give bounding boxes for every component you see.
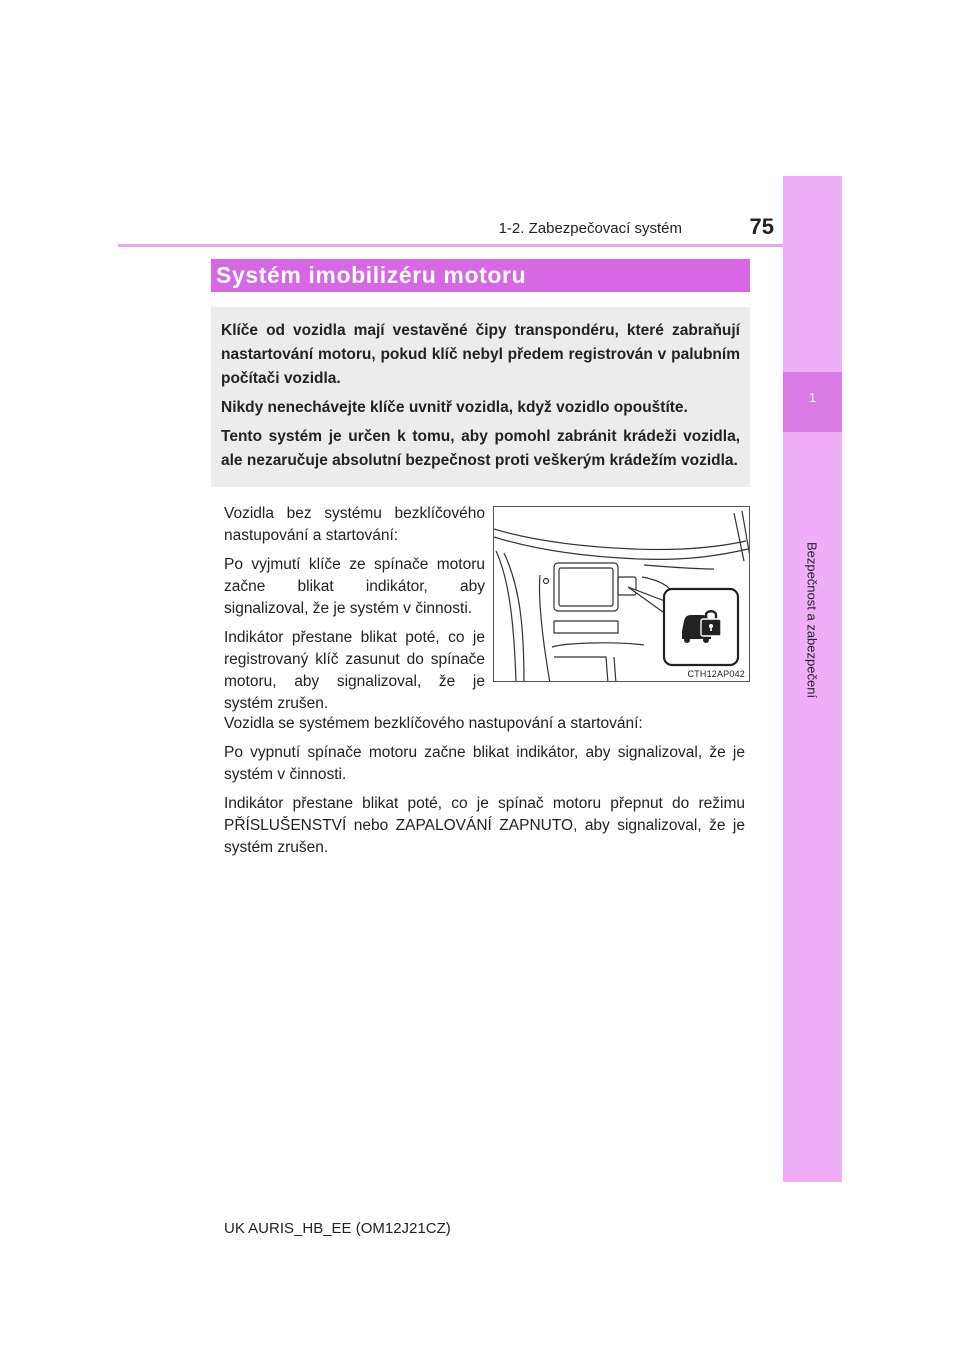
dashboard-drawing bbox=[494, 507, 750, 682]
summary-paragraph: Klíče od vozidla mají vestavěné čipy transpondéru, které zabraňují nastartování motoru, pokud klíč nebyl předem registrován v palubním počítači vozidla. bbox=[221, 322, 740, 387]
body-text-full bbox=[224, 713, 745, 866]
body-paragraph: Indikátor přestane blikat poté, co je spínač motoru přepnut do režimu PŘÍSLUŠENSTVÍ nebo ZAPALOVÁNÍ ZAPNUTO, aby signalizoval, že je systém zrušen. bbox=[224, 795, 745, 856]
body-paragraph: Vozidla bez systému bezklíčového nastupování a startování: bbox=[224, 505, 485, 544]
summary-paragraph: Tento systém je určen k tomu, aby pomohl zabránit krádeži vozidla, ale nezaručuje absolutní bezpečnost proti veškerým krádežím vozidla. bbox=[221, 428, 740, 469]
body-paragraph: Po vyjmutí klíče ze spínače motoru začne blikat indikátor, aby signalizoval, že je systém v činnosti. bbox=[224, 556, 485, 617]
header-divider bbox=[118, 244, 842, 247]
body-paragraph: Indikátor přestane blikat poté, co je registrovaný klíč zasunut do spínače motoru, aby signalizoval, že je systém zrušen. bbox=[224, 629, 485, 712]
summary-box bbox=[211, 307, 750, 487]
body-paragraph: Po vypnutí spínače motoru začne blikat indikátor, aby signalizoval, že je systém v činnosti. bbox=[224, 744, 745, 783]
figure-code: CTH12AP042 bbox=[687, 669, 745, 679]
dashboard-illustration bbox=[493, 506, 750, 682]
section-banner-title: Systém imobilizéru motoru bbox=[216, 262, 527, 288]
chapter-label: Bezpečnost a zabezpečení bbox=[804, 541, 820, 699]
summary-paragraph: Nikdy nenechávejte klíče uvnitř vozidla, když vozidlo opouštíte. bbox=[221, 399, 688, 416]
page-number: 75 bbox=[749, 214, 774, 239]
body-text-left bbox=[224, 503, 485, 722]
footer-model-code: UK AURIS_HB_EE (OM12J21CZ) bbox=[224, 1220, 451, 1237]
chapter-number: 1 bbox=[808, 390, 817, 405]
section-title: 1-2. Zabezpečovací systém bbox=[498, 220, 682, 237]
body-paragraph: Vozidla se systémem bezklíčového nastupování a startování: bbox=[224, 715, 643, 732]
